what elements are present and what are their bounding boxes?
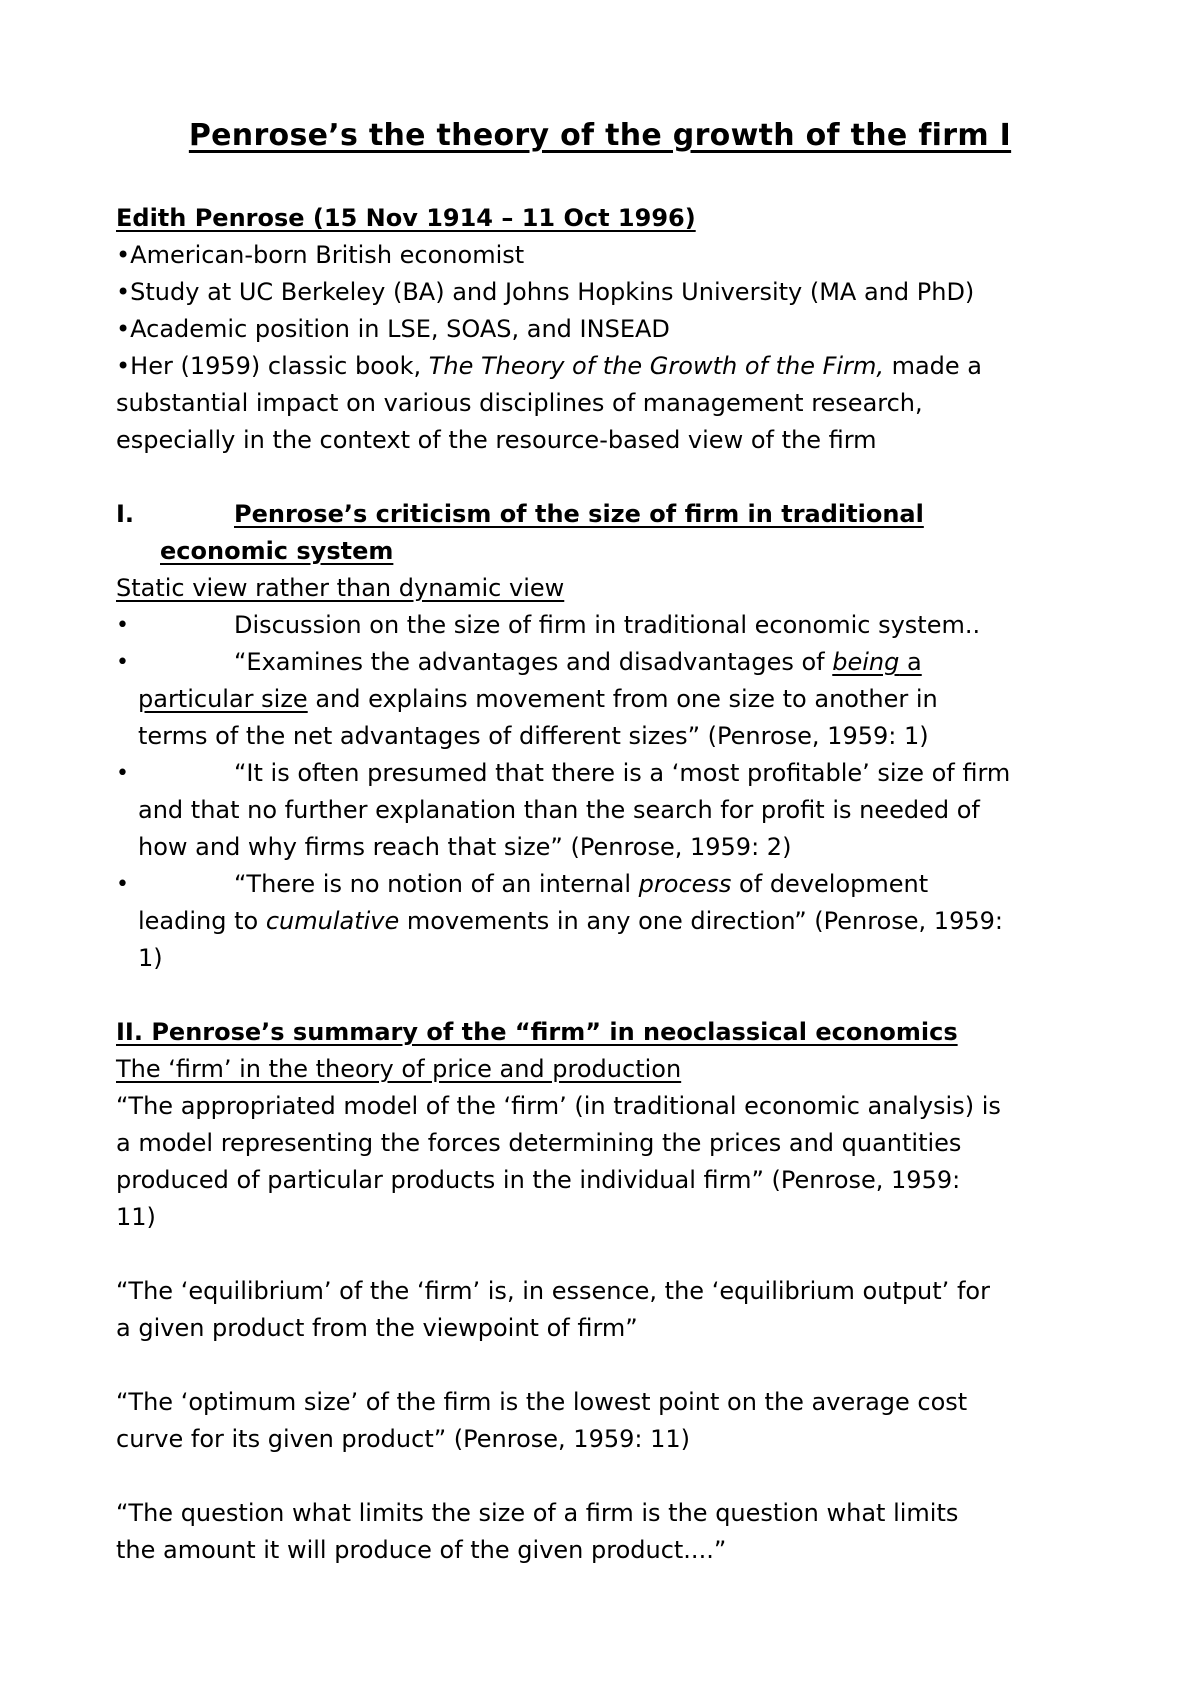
quote-text: “There is no notion of an internal — [234, 870, 639, 898]
bio-item-book — [116, 348, 1116, 385]
section1-heading-cont: economic system — [160, 537, 394, 565]
quote-text: “Examines the advantages and disadvantages of — [234, 648, 833, 676]
quote-text: leading to — [138, 907, 266, 935]
paragraph-1: a model representing the forces determining the prices and quantities — [116, 1129, 962, 1157]
paragraph-1: 11) — [116, 1203, 156, 1231]
paragraph-1: “The appropriated model of the ‘firm’ (in traditional economic analysis) is — [116, 1092, 1001, 1120]
underlined-particular-size: particular size — [138, 685, 308, 713]
book-suffix: made a — [883, 352, 983, 380]
bullet-2-line2 — [138, 681, 1138, 718]
bullet-marker: • — [116, 761, 129, 786]
section1-subheading: Static view rather than dynamic view — [116, 574, 565, 602]
bullet-4 — [234, 866, 1200, 903]
paragraph-3: curve for its given product” (Penrose, 1959: 11) — [116, 1425, 690, 1453]
bullet-4-line3: 1) — [138, 944, 163, 972]
bio-item: •Academic position in LSE, SOAS, and INSEAD — [116, 315, 670, 343]
section1-numeral: I. — [116, 500, 135, 528]
bio-heading: Edith Penrose (15 Nov 1914 – 11 Oct 1996) — [116, 204, 696, 232]
quote-text: of development — [731, 870, 929, 898]
section2-heading: II. Penrose’s summary of the “firm” in neoclassical economics — [116, 1018, 958, 1046]
bullet-3-line3: how and why firms reach that size” (Penrose, 1959: 2) — [138, 833, 792, 861]
bio-item: •Study at UC Berkeley (BA) and Johns Hopkins University (MA and PhD) — [116, 278, 975, 306]
bullet-3: “It is often presumed that there is a ‘most profitable’ size of firm — [234, 759, 1011, 787]
bullet-marker: • — [116, 613, 129, 638]
emphasis-cumulative: cumulative — [265, 907, 400, 935]
bullet-4-line2 — [138, 903, 1138, 940]
bio-book-line: especially in the context of the resource-based view of the firm — [116, 426, 877, 454]
paragraph-3: “The ‘optimum size’ of the firm is the lowest point on the average cost — [116, 1388, 968, 1416]
bio-item: •American-born British economist — [116, 241, 525, 269]
underlined-text: a — [899, 648, 922, 676]
bio-book-line: substantial impact on various disciplines of management research, — [116, 389, 923, 417]
paragraph-2: “The ‘equilibrium’ of the ‘firm’ is, in essence, the ‘equilibrium output’ for — [116, 1277, 990, 1305]
book-prefix: •Her (1959) classic book, — [116, 352, 429, 380]
section1-heading: Penrose’s criticism of the size of firm in traditional — [234, 500, 924, 528]
quote-text: movements in any one direction” (Penrose, 1959: — [399, 907, 1003, 935]
emphasis-being: being — [832, 648, 900, 676]
book-title: The Theory of the Growth of the Firm, — [428, 352, 884, 380]
quote-text: and explains movement from one size to another in — [307, 685, 938, 713]
bullet-2-line3: terms of the net advantages of different sizes” (Penrose, 1959: 1) — [138, 722, 929, 750]
bullet-3-line2: and that no further explanation than the search for profit is needed of — [138, 796, 980, 824]
paragraph-4: the amount it will produce of the given product....” — [116, 1536, 727, 1564]
bullet-2 — [234, 644, 1200, 681]
section2-subheading: The ‘firm’ in the theory of price and production — [116, 1055, 682, 1083]
paragraph-4: “The question what limits the size of a firm is the question what limits — [116, 1499, 959, 1527]
paragraph-1: produced of particular products in the individual firm” (Penrose, 1959: — [116, 1166, 961, 1194]
paragraph-2: a given product from the viewpoint of firm” — [116, 1314, 638, 1342]
bullet-1: Discussion on the size of firm in traditional economic system.. — [234, 611, 981, 639]
bullet-marker: • — [116, 650, 129, 675]
page-title: Penrose’s the theory of the growth of the firm I — [188, 118, 1012, 153]
bullet-marker: • — [116, 872, 129, 897]
emphasis-process: process — [638, 870, 732, 898]
